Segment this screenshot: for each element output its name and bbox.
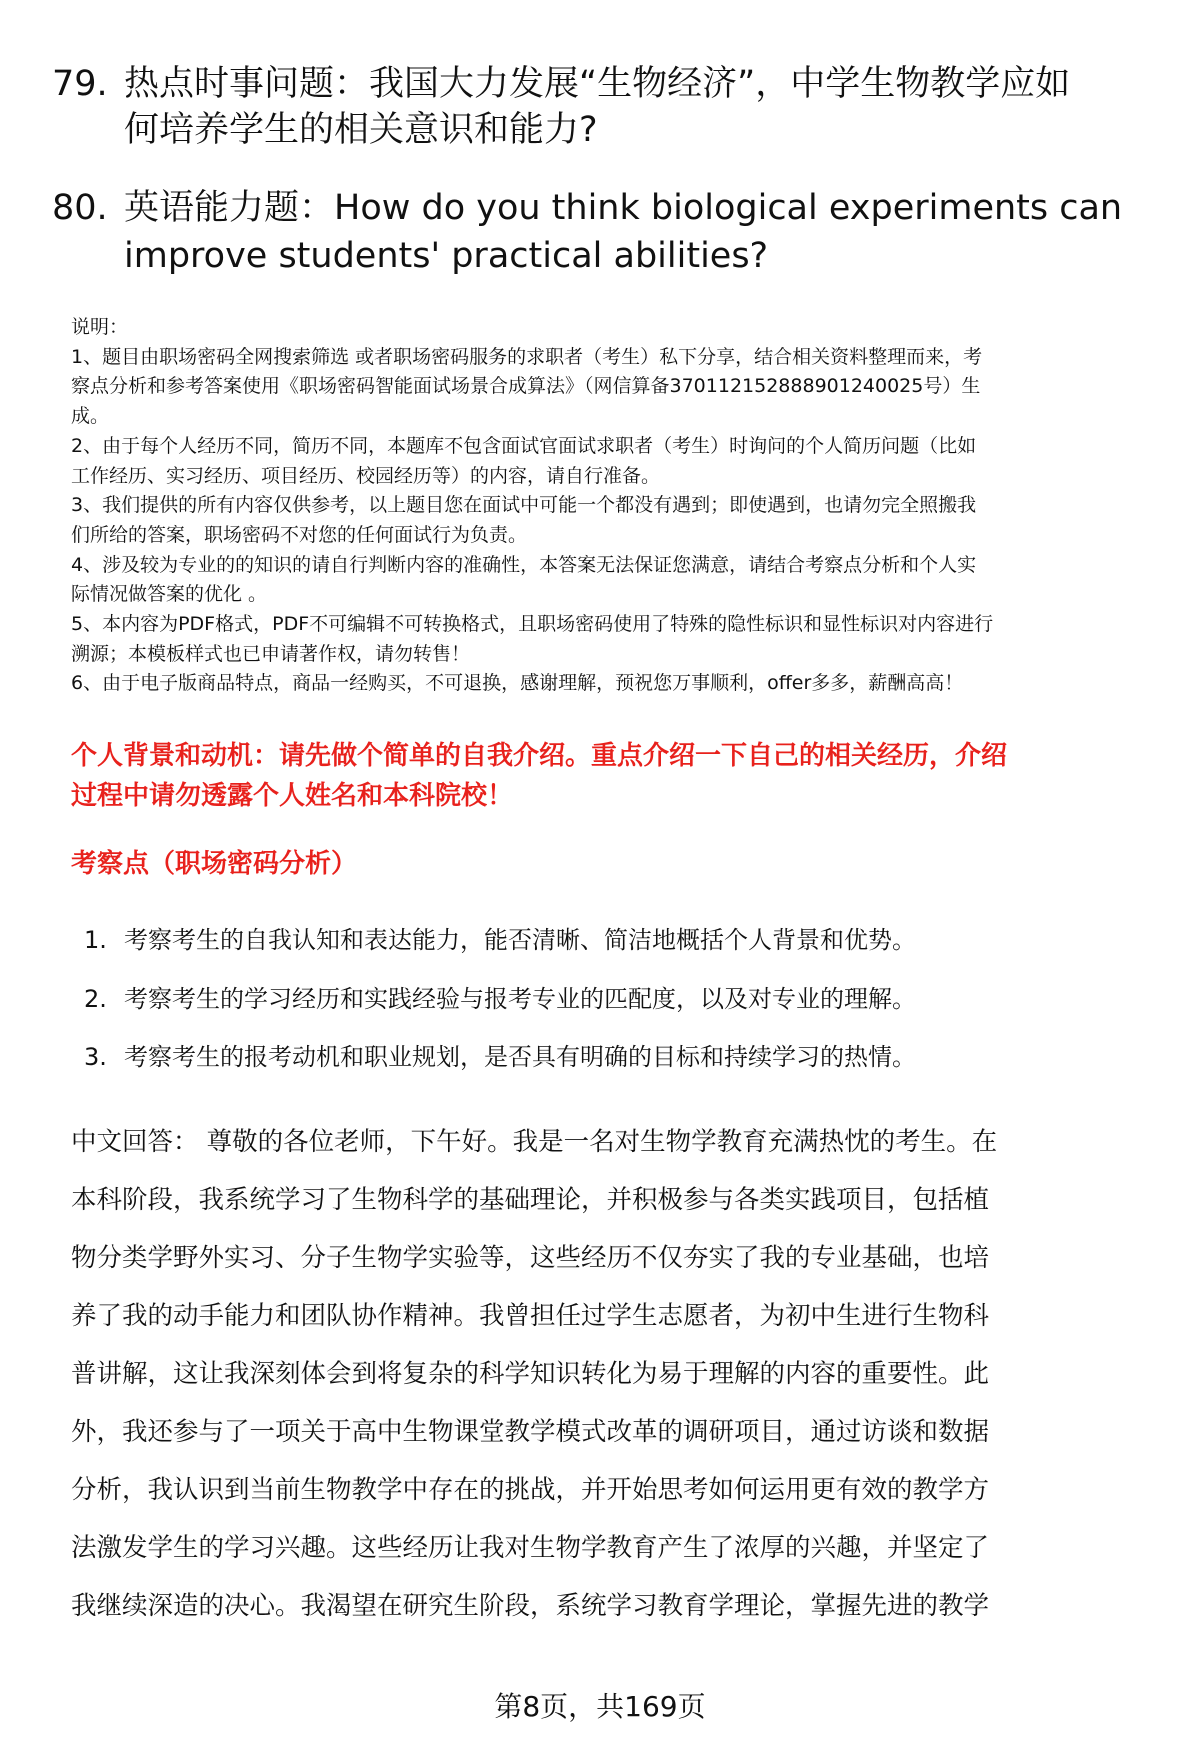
note-line: 们所给的答案，职场密码不对您的任何面试行为负责。	[71, 523, 528, 546]
answer-line: 中文回答： 尊敬的各位老师，下午好。我是一名对生物学教育充满热忱的考生。在	[71, 1127, 998, 1157]
note-line: 5、本内容为PDF格式，PDF不可编辑不可转换格式，且职场密码使用了特殊的隐性标识和显性标识对内容进行	[71, 613, 994, 635]
note-line: 说明：	[71, 316, 129, 338]
question-text: 英语能力题：How do you think biological experiments can	[124, 188, 1123, 228]
question-text: 何培养学生的相关意识和能力?	[124, 110, 598, 150]
question-text: 热点时事问题：我国大力发展“生物经济”，中学生物教学应如	[124, 64, 1071, 104]
question-number: 80.	[52, 188, 108, 228]
list-number: 1.	[84, 926, 107, 954]
answer-line: 普讲解，这让我深刻体会到将复杂的科学知识转化为易于理解的内容的重要性。此	[71, 1359, 990, 1389]
note-line: 6、由于电子版商品特点，商品一经购买，不可退换，感谢理解，预祝您万事顺利，offer多多，薪酬高高！	[71, 672, 964, 695]
list-number: 2.	[84, 985, 107, 1013]
note-line: 察点分析和参考答案使用《职场密码智能面试场景合成算法》（网信算备370112152888901240025号）生	[71, 375, 981, 398]
analysis-title: 考察点（职场密码分析）	[71, 849, 358, 879]
section-title-line: 个人背景和动机：请先做个简单的自我介绍。重点介绍一下自己的相关经历，介绍	[71, 741, 1008, 771]
answer-line: 本科阶段，我系统学习了生物科学的基础理论，并积极参与各类实践项目，包括植	[71, 1185, 990, 1215]
list-item: 考察考生的报考动机和职业规划，是否具有明确的目标和持续学习的热情。	[124, 1043, 916, 1071]
list-item: 考察考生的自我认知和表达能力，能否清晰、简洁地概括个人背景和优势。	[124, 926, 916, 954]
question-number: 79.	[52, 64, 108, 104]
note-line: 3、我们提供的所有内容仅供参考，以上题目您在面试中可能一个都没有遇到；即使遇到，也请勿完全照搬我	[71, 494, 977, 517]
answer-line: 法激发学生的学习兴趣。这些经历让我对生物学教育产生了浓厚的兴趣，并坚定了	[71, 1533, 990, 1563]
page-footer: 第8页，共169页	[494, 1690, 706, 1723]
note-line: 溯源；本模板样式也已申请著作权，请勿转售！	[71, 642, 471, 665]
list-number: 3.	[84, 1043, 107, 1071]
note-line: 成。	[71, 405, 110, 428]
answer-line: 物分类学野外实习、分子生物学实验等，这些经历不仅夯实了我的专业基础，也培	[71, 1243, 990, 1273]
section-title-line: 过程中请勿透露个人姓名和本科院校！	[71, 781, 514, 811]
note-line: 4、涉及较为专业的的知识的请自行判断内容的准确性，本答案无法保证您满意，请结合考察点分析和个人实	[71, 553, 977, 576]
answer-line: 养了我的动手能力和团队协作精神。我曾担任过学生志愿者，为初中生进行生物科	[71, 1301, 990, 1331]
list-item: 考察考生的学习经历和实践经验与报考专业的匹配度，以及对专业的理解。	[124, 985, 916, 1013]
answer-line: 外，我还参与了一项关于高中生物课堂教学模式改革的调研项目，通过访谈和数据	[71, 1417, 990, 1447]
note-line: 际情况做答案的优化 。	[71, 583, 268, 606]
note-line: 工作经历、实习经历、项目经历、校园经历等）的内容，请自行准备。	[71, 464, 661, 487]
note-line: 1、题目由职场密码全网搜索筛选 或者职场密码服务的求职者（考生）私下分享，结合相关资料整理而来，考	[71, 345, 983, 368]
question-text: improve students' practical abilities?	[124, 236, 769, 276]
note-line: 2、由于每个人经历不同，简历不同，本题库不包含面试官面试求职者（考生）时询问的个人简历问题（比如	[71, 434, 977, 457]
answer-line: 我继续深造的决心。我渴望在研究生阶段，系统学习教育学理论，掌握先进的教学	[71, 1591, 990, 1621]
answer-line: 分析，我认识到当前生物教学中存在的挑战，并开始思考如何运用更有效的教学方	[71, 1475, 990, 1505]
